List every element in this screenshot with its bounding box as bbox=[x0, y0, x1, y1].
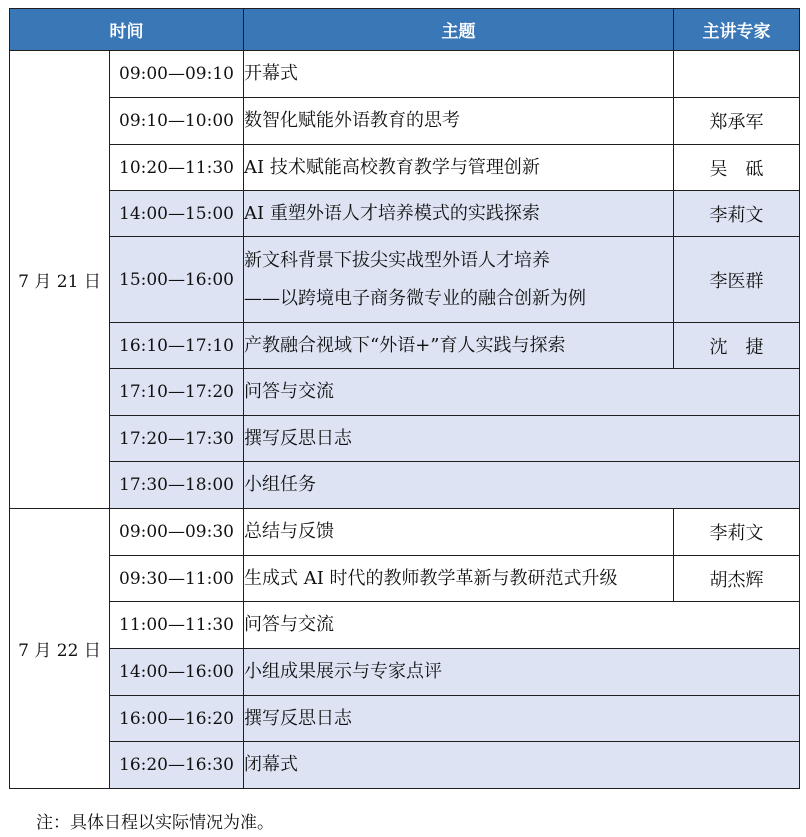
session-time: 10:20—11:30 bbox=[110, 145, 244, 191]
session-time: 09:30—11:00 bbox=[110, 556, 244, 602]
session-time: 17:20—17:30 bbox=[110, 416, 244, 462]
session-topic-line: AI 重塑外语人才培养模式的实践探索 bbox=[244, 202, 540, 224]
session-topic-line: 问答与交流 bbox=[244, 614, 334, 635]
session-expert: 李医群 bbox=[674, 237, 800, 323]
header-topic: 主题 bbox=[244, 9, 674, 51]
schedule-row bbox=[10, 237, 800, 323]
session-topic bbox=[244, 416, 800, 462]
schedule-row bbox=[10, 462, 800, 509]
schedule-row bbox=[10, 416, 800, 462]
header-row bbox=[10, 9, 800, 51]
session-topic-line: 问答与交流 bbox=[244, 381, 334, 402]
session-topic-line: 撰写反思日志 bbox=[244, 707, 352, 729]
session-topic-line: ——以跨境电子商务微专业的融合创新为例 bbox=[244, 287, 586, 309]
schedule-row bbox=[10, 509, 800, 556]
schedule-row bbox=[10, 556, 800, 602]
session-topic-line: 产教融合视域下“外语+”育人实践与探索 bbox=[244, 334, 566, 356]
session-time: 16:20—16:30 bbox=[110, 742, 244, 789]
session-topic-line: 小组成果展示与专家点评 bbox=[244, 661, 442, 682]
session-time: 17:30—18:00 bbox=[110, 462, 244, 509]
schedule-row bbox=[10, 696, 800, 742]
session-topic-line: 撰写反思日志 bbox=[244, 427, 352, 449]
session-topic bbox=[244, 509, 674, 556]
session-topic-line: 数智化赋能外语教育的思考 bbox=[244, 110, 460, 131]
schedule-table bbox=[9, 8, 800, 789]
session-topic-line: 闭幕式 bbox=[244, 754, 298, 775]
session-expert bbox=[674, 51, 800, 98]
schedule-row bbox=[10, 145, 800, 191]
day-date: 7 月 21 日 bbox=[10, 51, 110, 509]
session-topic-line: 小组任务 bbox=[244, 474, 316, 495]
session-expert: 胡杰辉 bbox=[674, 556, 800, 602]
session-time: 09:00—09:10 bbox=[110, 51, 244, 98]
session-time: 15:00—16:00 bbox=[110, 237, 244, 323]
session-expert: 郑承军 bbox=[674, 98, 800, 145]
session-topic bbox=[244, 323, 674, 369]
session-time: 14:00—16:00 bbox=[110, 649, 244, 696]
session-topic bbox=[244, 742, 800, 789]
session-topic-line: AI 技术赋能高校教育教学与管理创新 bbox=[244, 156, 540, 178]
session-topic bbox=[244, 51, 674, 98]
session-topic-line: 生成式 AI 时代的教师教学革新与教研范式升级 bbox=[244, 567, 618, 589]
session-topic-line: 开幕式 bbox=[244, 63, 298, 84]
session-expert: 沈 捷 bbox=[674, 323, 800, 369]
session-time: 09:10—10:00 bbox=[110, 98, 244, 145]
session-topic bbox=[244, 462, 800, 509]
session-topic bbox=[244, 696, 800, 742]
header-time: 时间 bbox=[10, 9, 244, 51]
schedule-row bbox=[10, 323, 800, 369]
session-topic bbox=[244, 556, 674, 602]
session-expert: 吴 砥 bbox=[674, 145, 800, 191]
header-expert: 主讲专家 bbox=[674, 9, 800, 51]
schedule-row bbox=[10, 98, 800, 145]
session-time: 17:10—17:20 bbox=[110, 369, 244, 416]
session-time: 11:00—11:30 bbox=[110, 602, 244, 649]
footnote: 注：具体日程以实际情况为准。 bbox=[36, 813, 274, 833]
schedule-row bbox=[10, 742, 800, 789]
session-topic bbox=[244, 98, 674, 145]
schedule-row bbox=[10, 369, 800, 416]
session-time: 16:10—17:10 bbox=[110, 323, 244, 369]
session-topic-line: 总结与反馈 bbox=[244, 521, 334, 542]
schedule-row bbox=[10, 602, 800, 649]
session-time: 16:00—16:20 bbox=[110, 696, 244, 742]
schedule-body bbox=[10, 51, 800, 789]
schedule-row bbox=[10, 191, 800, 237]
session-topic bbox=[244, 191, 674, 237]
session-topic bbox=[244, 145, 674, 191]
session-topic-line: 新文科背景下拔尖实战型外语人才培养 bbox=[244, 249, 550, 271]
session-expert: 李莉文 bbox=[674, 509, 800, 556]
schedule-row bbox=[10, 649, 800, 696]
session-topic bbox=[244, 237, 674, 323]
session-topic bbox=[244, 649, 800, 696]
schedule-row bbox=[10, 51, 800, 98]
day-date: 7 月 22 日 bbox=[10, 509, 110, 789]
session-expert: 李莉文 bbox=[674, 191, 800, 237]
session-topic bbox=[244, 369, 800, 416]
session-time: 14:00—15:00 bbox=[110, 191, 244, 237]
session-time: 09:00—09:30 bbox=[110, 509, 244, 556]
session-topic bbox=[244, 602, 800, 649]
